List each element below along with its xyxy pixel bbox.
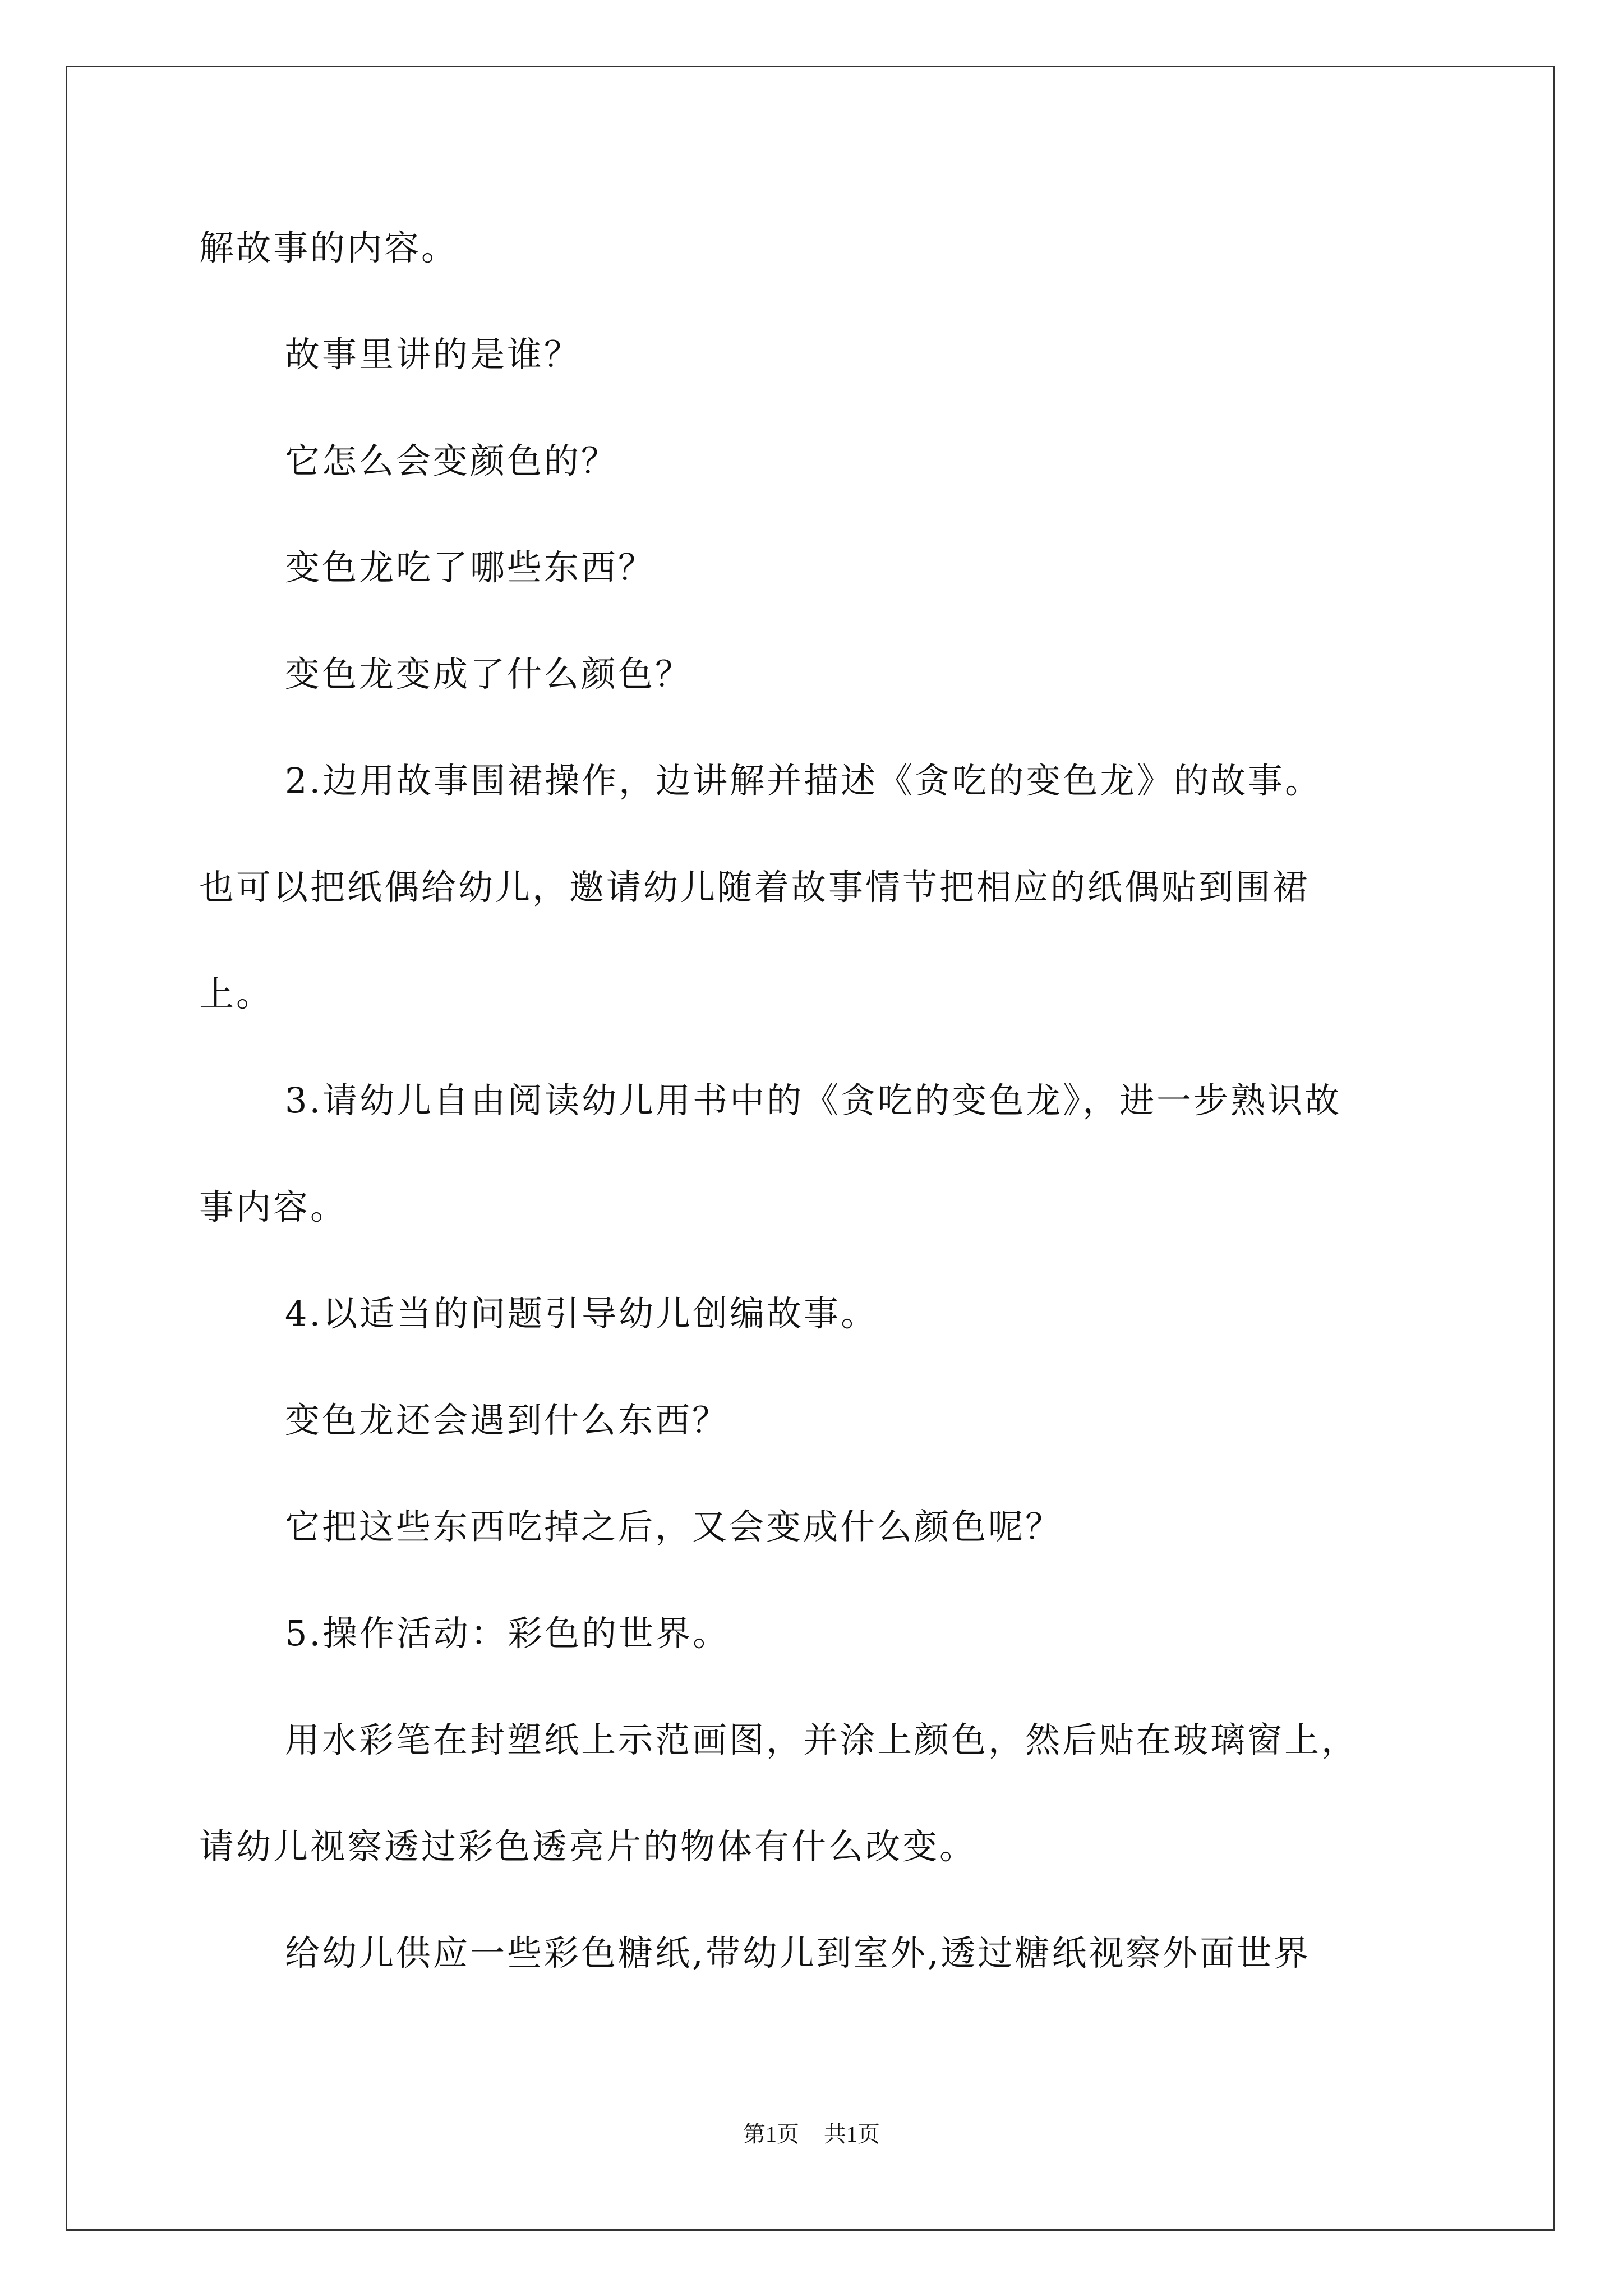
text-line: 它怎么会变颜色的？ [285, 440, 619, 481]
text-line: 解故事的内容。 [199, 227, 459, 268]
text-line: 变色龙变成了什么颜色？ [285, 654, 693, 694]
text-line: 变色龙还会遇到什么东西？ [285, 1400, 730, 1441]
page-footer [0, 2120, 1623, 2148]
text-line: 也可以把纸偶给幼儿，邀请幼儿随着故事情节把相应的纸偶贴到围裙 [199, 867, 1310, 908]
text-line: 事内容。 [199, 1186, 348, 1227]
page-total: 共1页 [824, 2122, 880, 2147]
text-line: 上。 [199, 973, 274, 1014]
text-line: 3.请幼儿自由阅读幼儿用书中的《贪吃的变色龙》，进一步熟识故 [285, 1080, 1342, 1121]
text-line: 5.操作活动：彩色的世界。 [285, 1613, 730, 1654]
text-line: 故事里讲的是谁？ [285, 334, 582, 375]
text-line: 请幼儿视察透过彩色透亮片的物体有什么改变。 [199, 1826, 977, 1867]
page-border [66, 66, 1555, 2231]
text-line: 用水彩笔在封塑纸上示范画图，并涂上颜色，然后贴在玻璃窗上， [285, 1719, 1359, 1760]
text-line: 变色龙吃了哪些东西？ [285, 547, 656, 588]
text-line: 给幼儿供应一些彩色糖纸,带幼儿到室外,透过糖纸视察外面世界 [285, 1932, 1311, 1973]
page-number: 第1页 [743, 2122, 799, 2147]
text-line: 2.边用故事围裙操作，边讲解并描述《贪吃的变色龙》的故事。 [285, 760, 1322, 801]
text-line: 它把这些东西吃掉之后，又会变成什么颜色呢？ [285, 1506, 1063, 1547]
text-line: 4.以适当的问题引导幼儿创编故事。 [285, 1293, 878, 1334]
